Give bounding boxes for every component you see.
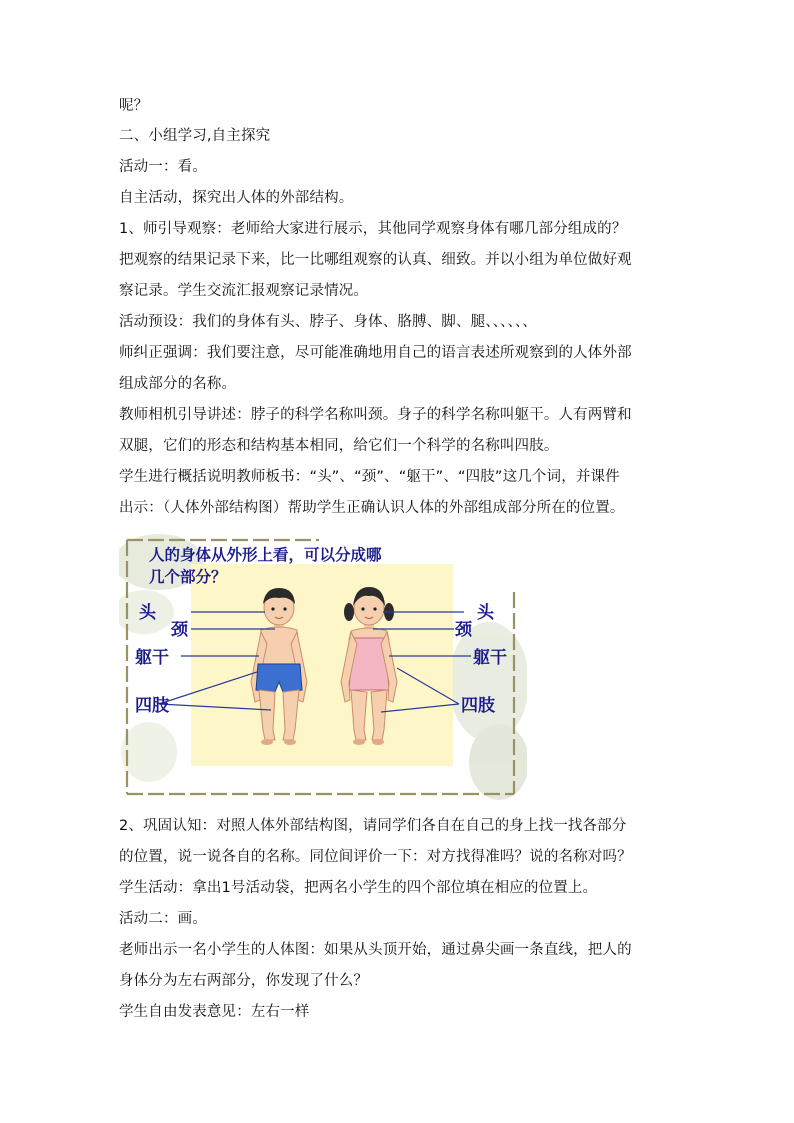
paragraph-line: 1、师引导观察：老师给大家进行展示，其他同学观察身体有哪几部分组成的？ bbox=[119, 221, 627, 237]
paragraph-line: 出示：（人体外部结构图）帮助学生正确认识人体的外部组成部分所在的位置。 bbox=[119, 500, 625, 516]
paragraph-line: 师纠正强调：我们要注意，尽可能准确地用自己的语言表述所观察到的人体外部 bbox=[119, 345, 632, 361]
section-heading: 二、小组学习,自主探究 bbox=[119, 128, 271, 144]
paragraph-line: 把观察的结果记录下来，比一比哪组观察的认真、细致。并以小组为单位做好观 bbox=[119, 252, 632, 268]
paragraph-line: 2、巩固认知：对照人体外部结构图，请同学们各自在自己的身上找一找各部分 bbox=[119, 818, 627, 834]
label-trunk-left: 躯干 bbox=[135, 648, 169, 668]
activity-heading: 活动一：看。 bbox=[119, 159, 207, 175]
paragraph-line: 身体分为左右两部分，你发现了什么？ bbox=[119, 973, 369, 989]
paragraph-line: 学生进行概括说明教师板书：“头”、“颈”、“躯干”、“四肢”这几个词，并课件 bbox=[119, 469, 620, 485]
label-neck-left: 颈 bbox=[171, 620, 188, 640]
label-head-left: 头 bbox=[139, 603, 156, 623]
paragraph-line: 自主活动，探究出人体的外部结构。 bbox=[119, 190, 354, 206]
paragraph-line: 的位置，说一说各自的名称。同位间评价一下：对方找得准吗？说的名称对吗？ bbox=[119, 849, 632, 865]
label-limbs-left: 四肢 bbox=[135, 696, 169, 716]
body-structure-figure bbox=[119, 532, 527, 802]
label-limbs-right: 四肢 bbox=[461, 696, 495, 716]
figure-title-line1: 人的身体从外形上看，可以分成哪 bbox=[149, 546, 382, 564]
paragraph-line: 学生活动：拿出1号活动袋，把两名小学生的四个部位填在相应的位置上。 bbox=[119, 880, 598, 896]
figure-title-line2: 几个部分？ bbox=[149, 568, 227, 586]
label-head-right: 头 bbox=[477, 603, 494, 623]
paragraph-line: 活动预设：我们的身体有头、脖子、身体、胳膊、脚、腿、、、、、、 bbox=[119, 314, 537, 330]
paragraph-line: 老师出示一名小学生的人体图：如果从头顶开始，通过鼻尖画一条直线，把人的 bbox=[119, 942, 632, 958]
paragraph-line: 察记录。学生交流汇报观察记录情况。 bbox=[119, 283, 369, 299]
paragraph-line: 呢？ bbox=[119, 98, 149, 114]
paragraph-line: 组成部分的名称。 bbox=[119, 376, 237, 392]
activity-heading: 活动二：画。 bbox=[119, 911, 207, 927]
figure-panel bbox=[191, 564, 453, 766]
paragraph-line: 学生自由发表意见：左右一样 bbox=[119, 1004, 310, 1020]
label-trunk-right: 躯干 bbox=[473, 648, 507, 668]
paragraph-line: 双腿，它们的形态和结构基本相同，给它们一个科学的名称叫四肢。 bbox=[119, 438, 559, 454]
label-neck-right: 颈 bbox=[455, 620, 472, 640]
paragraph-line: 教师相机引导讲述：脖子的科学名称叫颈。身子的科学名称叫躯干。人有两臂和 bbox=[119, 407, 632, 423]
